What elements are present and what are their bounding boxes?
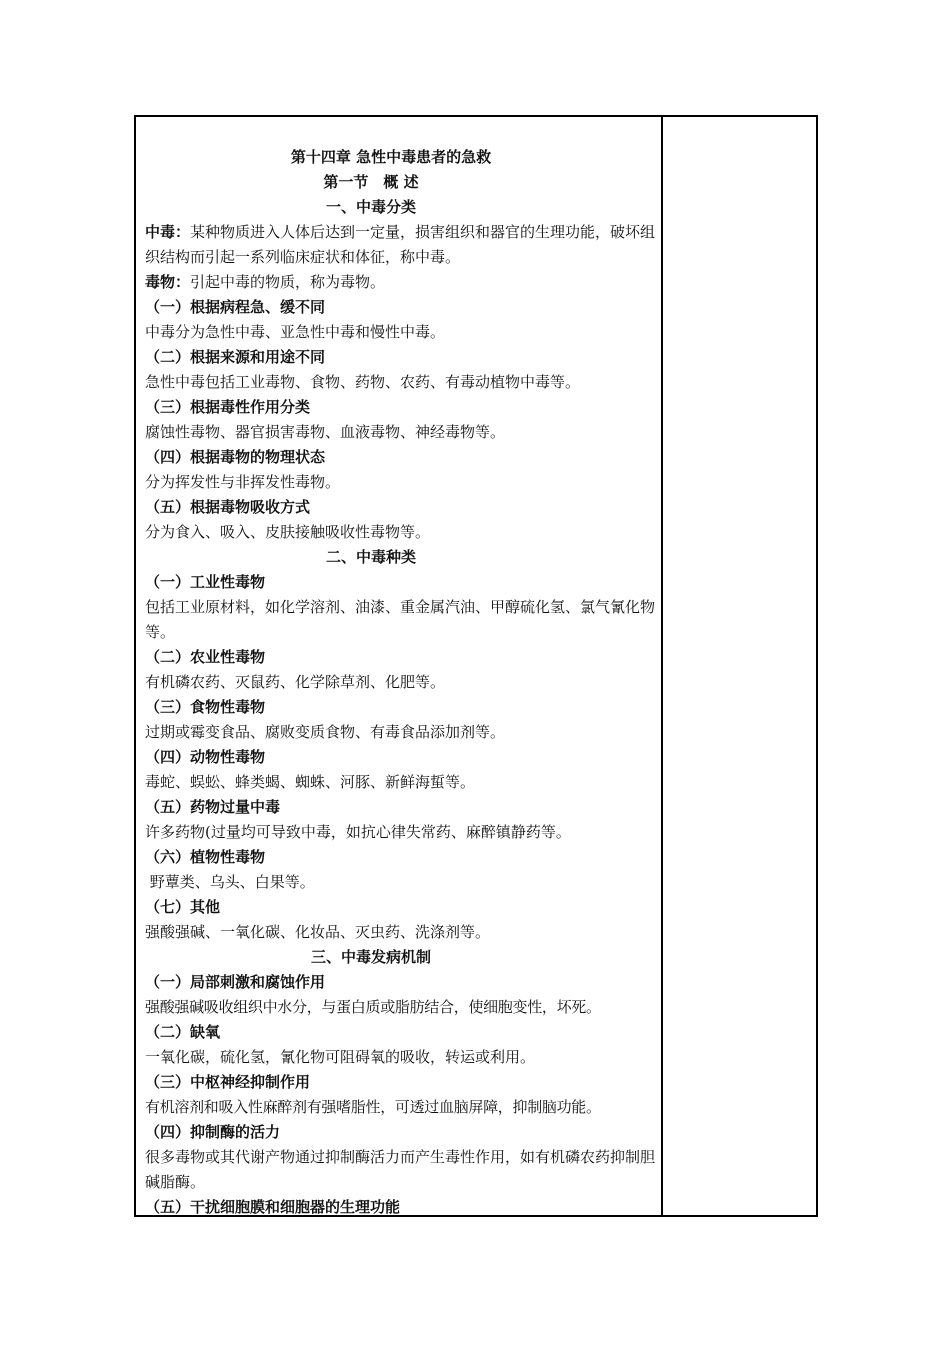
subsection-text: 毒蛇、蜈蚣、蜂类蝎、蜘蛛、河豚、新鲜海蜇等。	[145, 773, 476, 791]
subsection-heading: （一）根据病程急、缓不同	[145, 298, 326, 316]
definition-term: 中毒：	[145, 223, 191, 241]
subsection-text: 一氧化碳，硫化氢，氰化物可阻碍氧的吸收，转运或利用。	[145, 1048, 536, 1066]
subsection-text: 野蕈类、乌头、白果等。	[145, 873, 315, 891]
subsection-heading: （二）农业性毒物	[145, 648, 266, 666]
subsection-text: 有机溶剂和吸入性麻醉剂有强嗜脂性，可透过血脑屏障，抑制脑功能。	[145, 1098, 601, 1116]
section-title: 第一节 概 述	[323, 173, 419, 191]
lesson-table	[134, 115, 818, 1217]
subsection-text: 强酸强碱吸收组织中水分，与蛋白质或脂肪结合，使细胞变性，坏死。	[145, 998, 601, 1016]
subsection-heading: （一）工业性毒物	[145, 573, 266, 591]
part3-title: 三、中毒发病机制	[310, 948, 431, 966]
subsection-text: 强酸强碱、一氧化碳、化妆品、灭虫药、洗涤剂等。	[145, 923, 491, 941]
subsection-heading: （二）缺氧	[145, 1023, 221, 1041]
part1-title: 一、中毒分类	[325, 198, 416, 216]
subsection-heading: （五）干扰细胞膜和细胞器的生理功能	[145, 1198, 401, 1216]
notes-cell	[663, 117, 816, 1215]
definition-term: 毒物：	[145, 273, 191, 291]
subsection-text: 包括工业原材料，如化学溶剂、油漆、重金属汽油、甲醇硫化氢、氯气氰化物等。	[145, 598, 656, 641]
subsection-heading: （四）抑制酶的活力	[145, 1123, 281, 1141]
content-cell	[145, 145, 657, 1220]
subsection-heading: （五）根据毒物吸收方式	[145, 498, 311, 516]
subsection-heading: （二）根据来源和用途不同	[145, 348, 326, 366]
subsection-heading: （六）植物性毒物	[145, 848, 266, 866]
subsection-heading: （七）其他	[145, 898, 221, 916]
subsection-text: 腐蚀性毒物、器官损害毒物、血液毒物、神经毒物等。	[145, 423, 506, 441]
poisoning-definition	[145, 220, 657, 270]
subsection-heading: （三）食物性毒物	[145, 698, 266, 716]
subsection-heading: （三）根据毒性作用分类	[145, 398, 311, 416]
subsection-heading: （四）动物性毒物	[145, 748, 266, 766]
subsection-text: 分为食入、吸入、皮肤接触吸收性毒物等。	[145, 523, 431, 541]
subsection-heading: （一）局部刺激和腐蚀作用	[145, 973, 326, 991]
subsection-text: 分为挥发性与非挥发性毒物。	[145, 473, 341, 491]
subsection-heading: （三）中枢神经抑制作用	[145, 1073, 311, 1091]
subsection-heading: （四）根据毒物的物理状态	[145, 448, 326, 466]
definition-text: 某种物质进入人体后达到一定量，损害组织和器官的生理功能，破坏组织结构而引起一系列临床症状和体征，称中毒。	[145, 223, 656, 266]
subsection-text: 许多药物(过量均可导致中毒，如抗心律失常药、麻醉镇静药等。	[145, 823, 571, 841]
toxin-definition	[145, 270, 657, 295]
subsection-text: 很多毒物或其代谢产物通过抑制酶活力而产生毒性作用，如有机磷农药抑制胆碱脂酶。	[145, 1148, 656, 1191]
subsection-text: 中毒分为急性中毒、亚急性中毒和慢性中毒。	[145, 323, 446, 341]
definition-text: 引起中毒的物质，称为毒物。	[190, 273, 386, 291]
chapter-title: 第十四章 急性中毒患者的急救	[290, 148, 492, 166]
subsection-text: 有机磷农药、灭鼠药、化学除草剂、化肥等。	[145, 673, 446, 691]
subsection-text: 急性中毒包括工业毒物、食物、药物、农药、有毒动植物中毒等。	[145, 373, 581, 391]
part2-title: 二、中毒种类	[325, 548, 416, 566]
subsection-heading: （五）药物过量中毒	[145, 798, 281, 816]
subsection-text: 过期或霉变食品、腐败变质食物、有毒食品添加剂等。	[145, 723, 506, 741]
